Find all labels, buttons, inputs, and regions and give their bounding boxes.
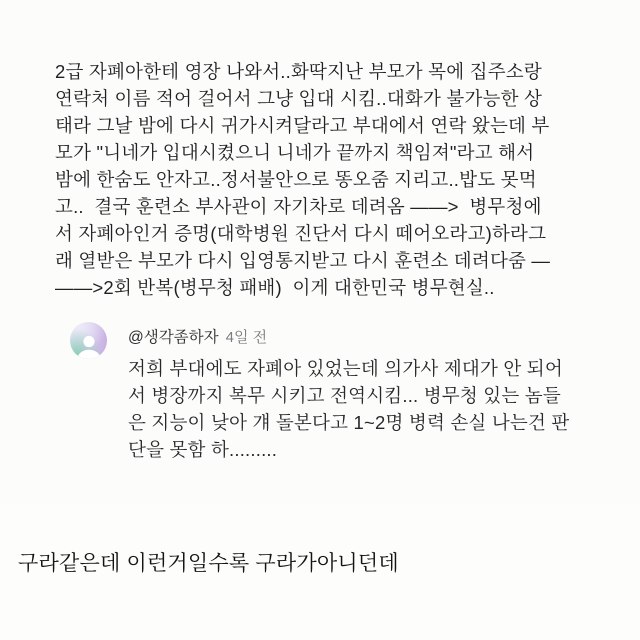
post-text-line: 연락처 이름 적어 걸어서 그냥 입대 시킴..대화가 불가능한 상 [55, 88, 543, 109]
avatar[interactable] [70, 322, 107, 359]
post-text-line: 밤에 한숨도 안자고..정서불안으로 똥오줌 지리고..밥도 못먹 [55, 169, 537, 190]
post-text-line: ——>2회 반복(병무청 패배) 이게 대한민국 병무현실.. [55, 277, 495, 298]
comment-timestamp[interactable]: 4일 전 [225, 329, 268, 346]
comment-row [70, 322, 610, 463]
comment-body [128, 355, 610, 463]
post-text [55, 58, 610, 301]
post-text-line: 태라 그날 밤에 다시 귀가시켜달라고 부대에서 연락 왔는데 부 [55, 115, 550, 136]
caption-text: 구라같은데 이런거일수록 구라가아니던데 [18, 552, 399, 575]
post-text-line: 서 자폐아인거 증명(대학병원 진단서 다시 떼어오라고)하라그 [55, 223, 547, 244]
post-text-line: 래 열받은 부모가 다시 입영통지받고 다시 훈련소 데려다줌 — [55, 250, 551, 271]
comment-header [128, 325, 610, 347]
post-text-line: 2급 자폐아한테 영장 나와서..화딱지난 부모가 목에 집주소랑 [55, 61, 542, 82]
post-text-line: 고.. 결국 훈련소 부사관이 자기차로 데려옴 ——> 병무청에 [55, 196, 542, 217]
post-text-line: 모가 "니네가 입대시켰으니 니네가 끝까지 책임져"라고 해서 [55, 142, 535, 163]
comment-main [128, 322, 610, 463]
comment-text-line: 은 지능이 낮아 걔 돌본다고 1~2명 병력 손실 나는건 판 [128, 412, 570, 433]
comment-text-line: 단을 못함 하......... [128, 439, 278, 460]
comment-text-line: 저희 부대에도 자폐아 있었는데 의가사 제대가 안 되어 [128, 358, 563, 379]
comment-author[interactable]: @생각좀하자 [128, 329, 219, 346]
comment-text-line: 서 병장까지 복무 시키고 전역시킴... 병무청 있는 놈들 [128, 385, 561, 406]
